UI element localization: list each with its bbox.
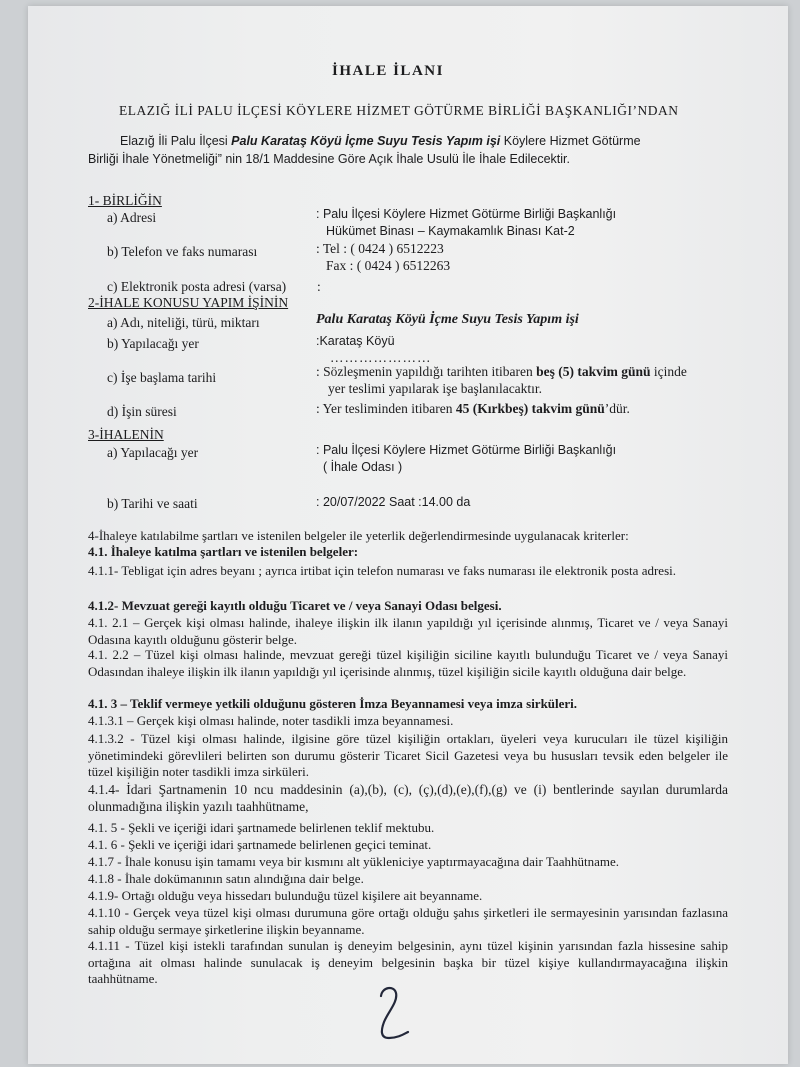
address-line-2: Hükümet Binası – Kaymakamlık Binası Kat-2: [326, 224, 575, 238]
work-name-label: a) Adı, niteliği, türü, miktarı: [107, 315, 260, 330]
criteria-heading-4-1-2: 4.1.2- Mevzuat gereği kayıtlı olduğu Ticaret ve / veya Sanayi Odası belgesi.: [88, 598, 502, 613]
email-label: c) Elektronik posta adresi (varsa): [107, 279, 287, 294]
section-1-heading: 1- BİRLİĞİN: [88, 193, 162, 208]
criteria-4-1-2-2: 4.1. 2.2 – Tüzel kişi olması halinde, mevzuat gereği tüzel kişiliğin siciline kayıtlı bulunduğu Ticaret ve / veya Sanayi Odasından ihaleye ilişkin ilk ilanın yapıldığı yıl içerisinde alınmış, tüzel kişiliğin sicile kayıtlı olduğuna dair belge.: [88, 647, 728, 679]
work-name-value: Palu Karataş Köyü İçme Suyu Tesis Yapım işi: [316, 312, 579, 327]
fax-value: Fax : ( 0424 ) 6512263: [326, 258, 451, 273]
intro-text: Elazığ İli Palu İlçesi: [120, 134, 232, 148]
criteria-heading-4-1: 4.1. İhaleye katılma şartları ve istenilen belgeler:: [88, 544, 359, 559]
phone-label: b) Telefon ve faks numarası: [107, 244, 258, 259]
phone-value: : Tel : ( 0424 ) 6512223: [316, 241, 444, 256]
start-date-line-2: yer teslimi yapılarak işe başlanılacaktır.: [328, 381, 543, 396]
address-line-1: : Palu İlçesi Köylere Hizmet Götürme Birliği Başkanlığı: [316, 207, 617, 221]
tender-date-value: : 20/07/2022 Saat :14.00 da: [316, 495, 471, 509]
start-date-line-1: [316, 364, 687, 380]
tender-place-line-1: : Palu İlçesi Köylere Hizmet Götürme Birliği Başkanlığı: [316, 443, 617, 457]
criteria-4-1-7: 4.1.7 - İhale konusu işin tamamı veya bir kısmını alt yükleniciye yaptırmayacağına dair Taahhütname.: [88, 854, 619, 869]
notice-title: İHALE İLANI: [332, 63, 444, 79]
intro-line-2: Birliği İhale Yönetmeliği” nin 18/1 Maddesine Göre Açık İhale Usulü İle İhale Edilecektir.: [88, 152, 570, 166]
tender-place-label: a) Yapılacağı yer: [107, 445, 199, 460]
address-label: a) Adresi: [107, 210, 157, 225]
criteria-4-1-4: 4.1.4- İdari Şartnamenin 10 ncu maddesinin (a),(b), (c), (ç),(d),(e),(f),(g) ve (i) bentlerinde sayılan durumlarda olunmadığına ilişkin yazılı taahhütname,: [88, 782, 728, 814]
criteria-intro: 4-İhaleye katılabilme şartları ve istenilen belgeler ile yeterlik değerlendirmesinde uygulanacak kriterler:: [88, 528, 629, 543]
criteria-4-1-8: 4.1.8 - İhale dokümanının satın alındığına dair belge.: [88, 871, 364, 886]
criteria-4-1-3-2: 4.1.3.2 - Tüzel kişi olması halinde, ilgisine göre tüzel kişiliğin ortakları, üyeleri veya kurucuları ile tüzel kişiliğin yönetimindeki görevlileri belirten son durumu gösterir Ticaret Sicil Gazetesi veya bu hususları tevsik eden belgeler ile tüzel kişiliğin noter tasdikli imza sirküleri.: [88, 731, 728, 779]
section-2-heading: 2-İHALE KONUSU YAPIM İŞİNİN: [88, 295, 289, 310]
tender-place-line-2: ( İhale Odası ): [323, 460, 403, 474]
handwritten-page-mark: [372, 982, 416, 1044]
work-place-label: b) Yapılacağı yer: [107, 336, 199, 351]
criteria-4-1-3-1: 4.1.3.1 – Gerçek kişi olması halinde, noter tasdikli imza beyannamesi.: [88, 713, 454, 728]
criteria-4-1-11: 4.1.11 - Tüzel kişi istekli tarafından sunulan iş deneyim belgesinin, aynı tüzel kişinin yarısından fazla hissesine sahip ortağına ait olması halinde sunulacak iş deneyim belgesinin başka bir tüzel kişiye kullandırmayacağına ilişkin taahhütname.: [88, 938, 728, 986]
duration-text-cont: ’dür.: [604, 401, 630, 416]
criteria-4-1-2-1: 4.1. 2.1 – Gerçek kişi olması halinde, ihaleye ilişkin ilk ilanın yapıldığı yıl içerisinde alınmış, Ticaret ve / veya Sanayi Odasına kayıtlı olduğunu gösterir belge.: [88, 615, 728, 647]
tender-date-label: b) Tarihi ve saati: [107, 496, 198, 511]
criteria-heading-4-1-3: 4.1. 3 – Teklif vermeye yetkili olduğunu gösteren İmza Beyannamesi veya imza sirküleri.: [88, 696, 578, 711]
start-date-days: beş (5) takvim günü: [536, 364, 651, 379]
criteria-4-1-9: 4.1.9- Ortağı olduğu veya hissedarı bulunduğu tüzel kişilere ait beyanname.: [88, 888, 483, 903]
start-date-label: c) İşe başlama tarihi: [107, 370, 217, 385]
criteria-4-1-1: 4.1.1- Tebligat için adres beyanı ; ayrıca irtibat için telefon numarası ve faks numarası ile elektronik posta adresi.: [88, 563, 676, 578]
intro-text-cont: Köylere Hizmet Götürme: [500, 134, 641, 148]
criteria-4-1-10: 4.1.10 - Gerçek veya tüzel kişi olması durumuna göre ortağı olduğu şahıs şirketleri ile sermayesinin yarısından fazlasına sahip olduğu sermaye şirketlerine ilişkin beyanname.: [88, 905, 728, 937]
criteria-4-1-6: 4.1. 6 - Şekli ve içeriği idari şartnamede belirlenen geçici teminat.: [88, 837, 432, 852]
intro-line-1: [120, 134, 641, 148]
start-date-text: : Sözleşmenin yapıldığı tarihten itibaren: [316, 364, 537, 379]
work-place-value: :Karataş Köyü: [316, 334, 395, 348]
start-date-text-cont: içinde: [650, 364, 687, 379]
notice-subtitle: ELAZIĞ İLİ PALU İLÇESİ KÖYLERE HİZMET GÖTÜRME BİRLİĞİ BAŞKANLIĞI’NDAN: [119, 103, 679, 118]
intro-project-name: Palu Karataş Köyü İçme Suyu Tesis Yapım işi: [231, 134, 501, 148]
dotted-placeholder: …………………: [330, 350, 432, 365]
duration-value: [316, 401, 630, 417]
duration-label: d) İşin süresi: [107, 404, 177, 419]
duration-days: 45 (Kırkbeş) takvim günü: [455, 401, 605, 416]
email-value: :: [317, 279, 321, 294]
duration-text: : Yer tesliminden itibaren: [316, 401, 456, 416]
section-3-heading: 3-İHALENİN: [88, 427, 164, 442]
criteria-4-1-5: 4.1. 5 - Şekli ve içeriği idari şartnamede belirlenen teklif mektubu.: [88, 820, 435, 835]
